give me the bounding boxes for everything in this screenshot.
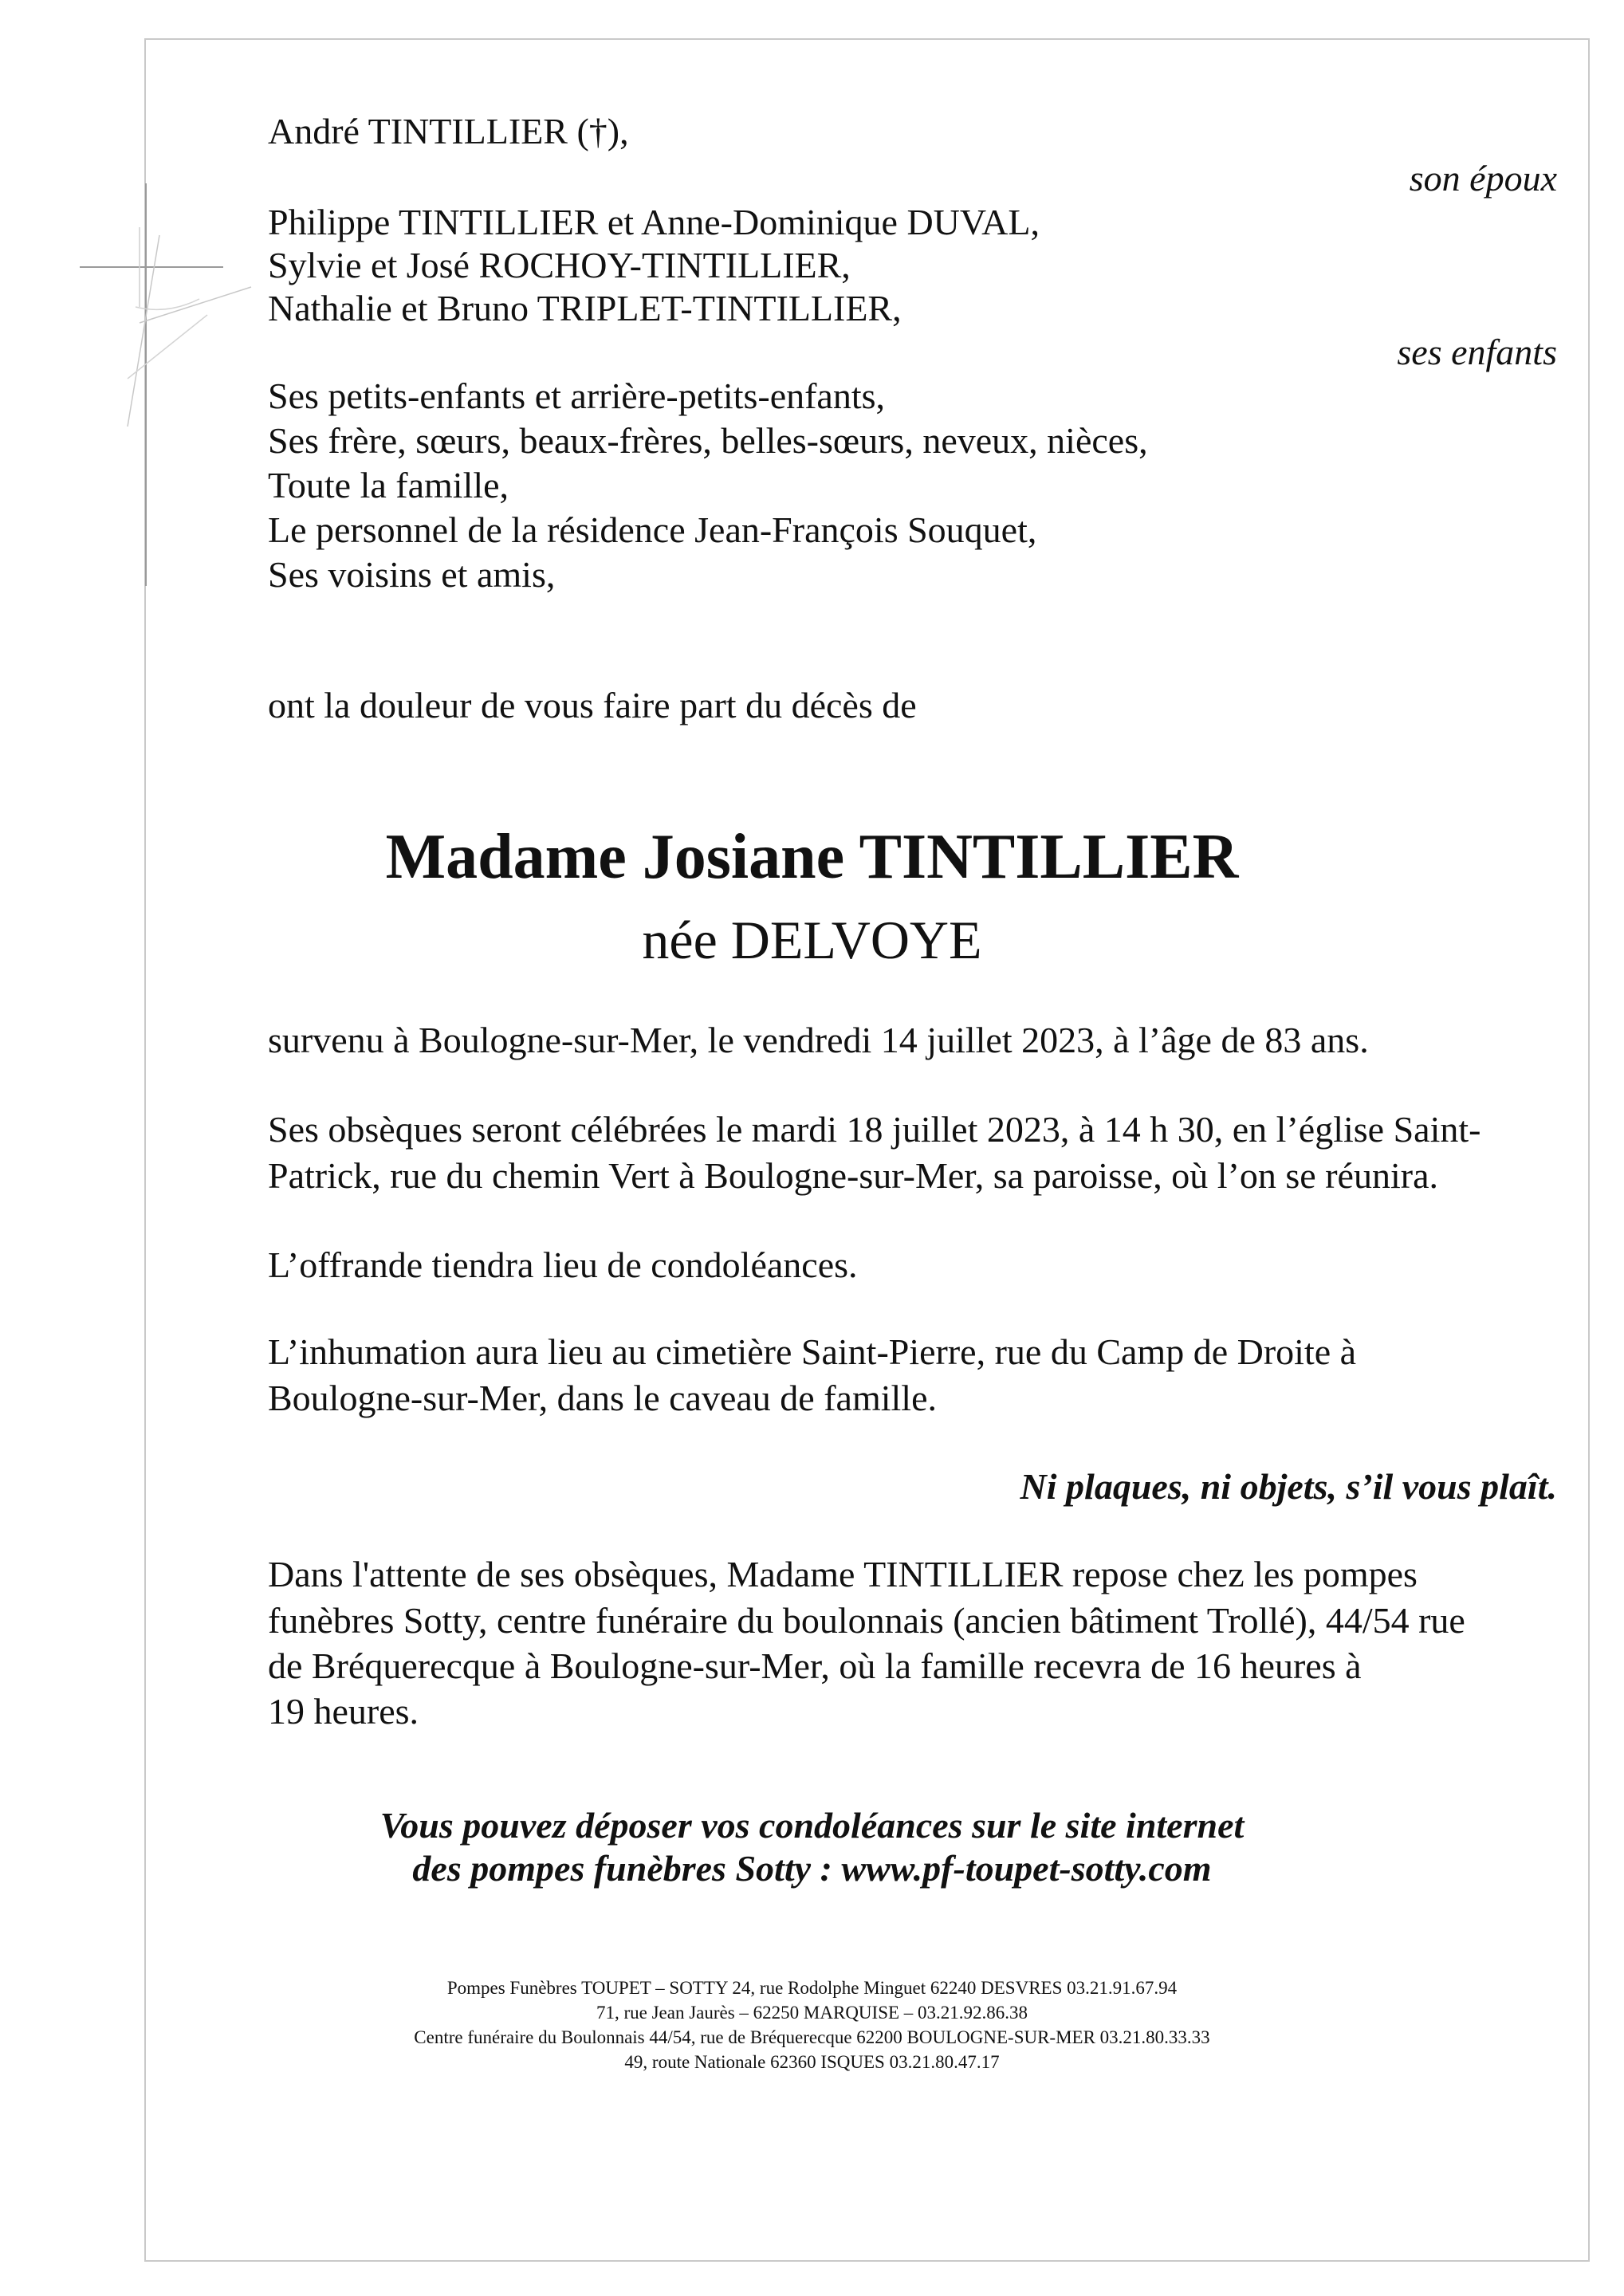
- spouse-line: André TINTILLIER (†),: [268, 111, 629, 151]
- burial-line-1: L’inhumation aura lieu au cimetière Saint-Pierre, rue du Camp de Droite à: [268, 1331, 1357, 1372]
- offering-paragraph: L’offrande tiendra lieu de condoléances.: [268, 1244, 858, 1285]
- announcement-text: ont la douleur de vous faire part du décès de: [268, 685, 917, 725]
- family-line-2: Ses frère, sœurs, beaux-frères, belles-sœurs, neveux, nièces,: [268, 420, 1148, 461]
- burial-line-2: Boulogne-sur-Mer, dans le caveau de famille.: [268, 1378, 937, 1418]
- visitation-line-4: 19 heures.: [268, 1691, 419, 1732]
- death-paragraph: survenu à Boulogne-sur-Mer, le vendredi 14 juillet 2023, à l’âge de 83 ans.: [268, 1020, 1369, 1060]
- funeral-line-1: Ses obsèques seront célébrées le mardi 18 juillet 2023, à 14 h 30, en l’église Saint-: [268, 1109, 1481, 1150]
- family-line-1: Ses petits-enfants et arrière-petits-enfants,: [268, 375, 886, 416]
- footer-line-3: Centre funéraire du Boulonnais 44/54, rue de Bréquerecque 62200 BOULOGNE-SUR-MER 03.21.80.33.33: [414, 2027, 1210, 2047]
- children-line-1: Philippe TINTILLIER et Anne-Dominique DUVAL,: [268, 202, 1040, 242]
- visitation-line-1: Dans l'attente de ses obsèques, Madame TINTILLIER repose chez les pompes: [268, 1554, 1418, 1594]
- no-plaques-note: Ni plaques, ni objets, s’il vous plaît.: [1020, 1466, 1557, 1507]
- children-line-3: Nathalie et Bruno TRIPLET-TINTILLIER,: [268, 288, 902, 328]
- condolences-line-1: Vous pouvez déposer vos condoléances sur le site internet: [379, 1805, 1245, 1846]
- deceased-name: Madame Josiane TINTILLIER: [385, 822, 1239, 892]
- visitation-line-2: funèbres Sotty, centre funéraire du boulonnais (ancien bâtiment Trollé), 44/54 rue: [268, 1600, 1465, 1641]
- children-label: ses enfants: [1397, 332, 1557, 372]
- family-line-4: Le personnel de la résidence Jean-François Souquet,: [268, 509, 1037, 550]
- page-border: [144, 38, 1590, 2262]
- footer-line-4: 49, route Nationale 62360 ISQUES 03.21.80.47.17: [624, 2052, 1000, 2072]
- footer-line-2: 71, rue Jean Jaurès – 62250 MARQUISE – 03.21.92.86.38: [596, 2003, 1028, 2023]
- family-line-3: Toute la famille,: [268, 465, 509, 505]
- condolences-line-2: des pompes funèbres Sotty : www.pf-toupet-sotty.com: [412, 1848, 1212, 1889]
- family-line-5: Ses voisins et amis,: [268, 554, 556, 595]
- funeral-line-2: Patrick, rue du chemin Vert à Boulogne-sur-Mer, sa paroisse, où l’on se réunira.: [268, 1155, 1438, 1196]
- footer-line-1: Pompes Funèbres TOUPET – SOTTY 24, rue Rodolphe Minguet 62240 DESVRES 03.21.91.67.94: [446, 1978, 1178, 1998]
- spouse-label: son époux: [1409, 158, 1557, 199]
- children-line-2: Sylvie et José ROCHOY-TINTILLIER,: [268, 245, 851, 285]
- cross-icon: [80, 179, 287, 594]
- visitation-line-3: de Bréquerecque à Boulogne-sur-Mer, où la famille recevra de 16 heures à: [268, 1645, 1362, 1686]
- maiden-name: née DELVOYE: [642, 910, 982, 970]
